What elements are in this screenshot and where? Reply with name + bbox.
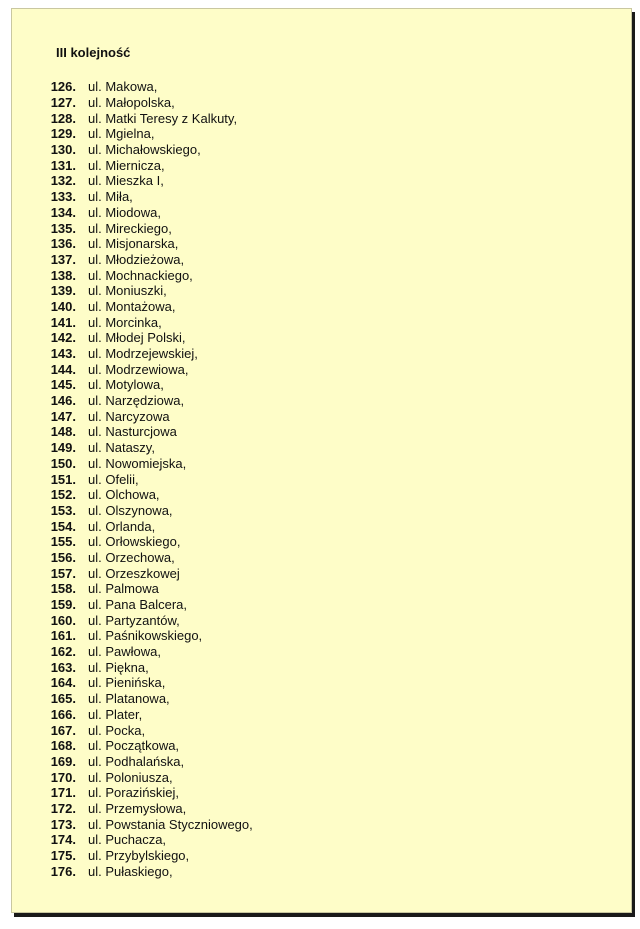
list-item (48, 612, 253, 628)
list-item (48, 110, 253, 126)
list-item (48, 314, 253, 330)
street-name: ul. Podhalańska, (88, 753, 185, 769)
item-number: 146. (50, 393, 76, 409)
item-number: 141. (50, 314, 76, 330)
list-item (48, 377, 253, 393)
item-number: 168. (50, 738, 76, 754)
street-name: ul. Poloniusza, (88, 769, 173, 785)
list-item (48, 408, 253, 424)
list-item (48, 581, 253, 597)
item-number: 130. (50, 142, 76, 158)
item-number: 165. (50, 691, 76, 707)
item-number: 140. (50, 298, 76, 314)
street-name: ul. Puchacza, (88, 832, 167, 848)
list-item (48, 205, 253, 221)
street-name: ul. Przemysłowa, (88, 800, 187, 816)
list-item (48, 534, 253, 550)
item-number: 163. (50, 659, 76, 675)
item-number: 129. (50, 126, 76, 142)
street-name: ul. Miła, (88, 189, 133, 205)
item-number: 134. (50, 204, 76, 220)
list-item (48, 518, 253, 534)
street-name: ul. Makowa, (88, 79, 158, 95)
street-name: ul. Miodowa, (88, 204, 161, 220)
street-name: ul. Mireckiego, (88, 220, 172, 236)
street-name: ul. Narzędziowa, (88, 393, 185, 409)
item-number: 175. (50, 848, 76, 864)
list-item (48, 832, 253, 848)
list-item (48, 487, 253, 503)
list-item (48, 503, 253, 519)
street-name: ul. Miernicza, (88, 157, 165, 173)
list-item (48, 236, 253, 252)
item-number: 161. (50, 628, 76, 644)
item-number: 158. (50, 581, 76, 597)
item-number: 156. (50, 549, 76, 565)
street-name: ul. Partyzantów, (88, 612, 180, 628)
street-name: ul. Morcinka, (88, 314, 162, 330)
list-item (48, 330, 253, 346)
list-item (48, 95, 253, 111)
item-number: 139. (50, 283, 76, 299)
item-number: 143. (50, 346, 76, 362)
list-item (48, 738, 253, 754)
item-number: 142. (50, 330, 76, 346)
street-name: ul. Platanowa, (88, 691, 170, 707)
street-name: ul. Orzeszkowej (88, 565, 180, 581)
list-item (48, 393, 253, 409)
street-name: ul. Porazińskiej, (88, 785, 180, 801)
street-name: ul. Matki Teresy z Kalkuty, (88, 110, 238, 126)
item-number: 160. (50, 612, 76, 628)
list-item (48, 361, 253, 377)
street-name: ul. Olszynowa, (88, 502, 173, 518)
item-number: 155. (50, 534, 76, 550)
street-name: ul. Przybylskiego, (88, 848, 190, 864)
street-name: ul. Nataszy, (88, 440, 155, 456)
list-item (48, 220, 253, 236)
street-name: ul. Orzechowa, (88, 549, 175, 565)
list-item (48, 173, 253, 189)
item-number: 135. (50, 220, 76, 236)
street-name: ul. Motylowa, (88, 377, 164, 393)
street-name: ul. Olchowa, (88, 487, 160, 503)
item-number: 154. (50, 518, 76, 534)
street-name: ul. Młodzieżowa, (88, 251, 185, 267)
list-item (48, 346, 253, 362)
item-number: 159. (50, 597, 76, 613)
street-name: ul. Pienińska, (88, 675, 166, 691)
list-item (48, 157, 253, 173)
item-number: 167. (50, 722, 76, 738)
item-number: 166. (50, 706, 76, 722)
list-item (48, 644, 253, 660)
list-item (48, 456, 253, 472)
list-item (48, 707, 253, 723)
list-item (48, 79, 253, 95)
item-number: 126. (50, 79, 76, 95)
list-item (48, 691, 253, 707)
list-item (48, 863, 253, 879)
item-number: 169. (50, 753, 76, 769)
street-name: ul. Pana Balcera, (88, 597, 188, 613)
item-number: 148. (50, 424, 76, 440)
street-name: ul. Paśnikowskiego, (88, 628, 203, 644)
item-number: 132. (50, 173, 76, 189)
list-item (48, 628, 253, 644)
list-item (48, 299, 253, 315)
item-number: 145. (50, 377, 76, 393)
street-name: ul. Młodej Polski, (88, 330, 186, 346)
street-name: ul. Nowomiejska, (88, 455, 187, 471)
street-name: ul. Nasturcjowa (88, 424, 177, 440)
list-item (48, 550, 253, 566)
item-number: 157. (50, 565, 76, 581)
street-name: ul. Ofelii, (88, 471, 139, 487)
item-number: 128. (50, 110, 76, 126)
street-name: ul. Orłowskiego, (88, 534, 181, 550)
street-name: ul. Montażowa, (88, 298, 176, 314)
list-item (48, 471, 253, 487)
street-name: ul. Pułaskiego, (88, 863, 173, 879)
item-number: 136. (50, 236, 76, 252)
item-number: 172. (50, 800, 76, 816)
item-number: 127. (50, 95, 76, 111)
item-number: 164. (50, 675, 76, 691)
item-number: 171. (50, 785, 76, 801)
page-title: III kolejność (56, 45, 131, 60)
item-number: 138. (50, 267, 76, 283)
street-name: ul. Modrzewiowa, (88, 361, 189, 377)
street-name: ul. Mgielna, (88, 126, 155, 142)
street-name: ul. Mieszka I, (88, 173, 164, 189)
street-name: ul. Mochnackiego, (88, 267, 193, 283)
item-number: 151. (50, 471, 76, 487)
street-name: ul. Moniuszki, (88, 283, 167, 299)
street-name: ul. Początkowa, (88, 738, 180, 754)
list-item (48, 440, 253, 456)
item-number: 147. (50, 408, 76, 424)
street-name: ul. Małopolska, (88, 95, 175, 111)
list-item (48, 283, 253, 299)
item-number: 153. (50, 502, 76, 518)
list-item (48, 142, 253, 158)
list-item (48, 565, 253, 581)
list-item (48, 126, 253, 142)
list-item (48, 848, 253, 864)
street-name: ul. Pocka, (88, 722, 146, 738)
list-item (48, 659, 253, 675)
street-name: ul. Michałowskiego, (88, 142, 201, 158)
item-number: 137. (50, 251, 76, 267)
item-number: 133. (50, 189, 76, 205)
item-number: 152. (50, 487, 76, 503)
street-name: ul. Piękna, (88, 659, 149, 675)
list-item (48, 675, 253, 691)
list-item (48, 424, 253, 440)
item-number: 150. (50, 455, 76, 471)
street-name: ul. Narcyzowa (88, 408, 170, 424)
list-item (48, 267, 253, 283)
street-name: ul. Orlanda, (88, 518, 156, 534)
item-number: 170. (50, 769, 76, 785)
street-name: ul. Palmowa (88, 581, 159, 597)
item-number: 144. (50, 361, 76, 377)
list-item (48, 816, 253, 832)
item-number: 131. (50, 157, 76, 173)
street-name: ul. Plater, (88, 706, 143, 722)
item-number: 162. (50, 644, 76, 660)
item-number: 174. (50, 832, 76, 848)
document-page (11, 8, 632, 913)
list-item (48, 785, 253, 801)
item-number: 149. (50, 440, 76, 456)
list-item (48, 769, 253, 785)
list-item (48, 754, 253, 770)
street-name: ul. Misjonarska, (88, 236, 179, 252)
item-number: 176. (50, 863, 76, 879)
list-item (48, 722, 253, 738)
list-item (48, 252, 253, 268)
street-name: ul. Pawłowa, (88, 644, 161, 660)
street-name: ul. Modrzejewskiej, (88, 346, 198, 362)
list-item (48, 801, 253, 817)
list-item (48, 597, 253, 613)
item-number: 173. (50, 816, 76, 832)
street-list (48, 79, 253, 879)
list-item (48, 189, 253, 205)
street-name: ul. Powstania Styczniowego, (88, 816, 253, 832)
